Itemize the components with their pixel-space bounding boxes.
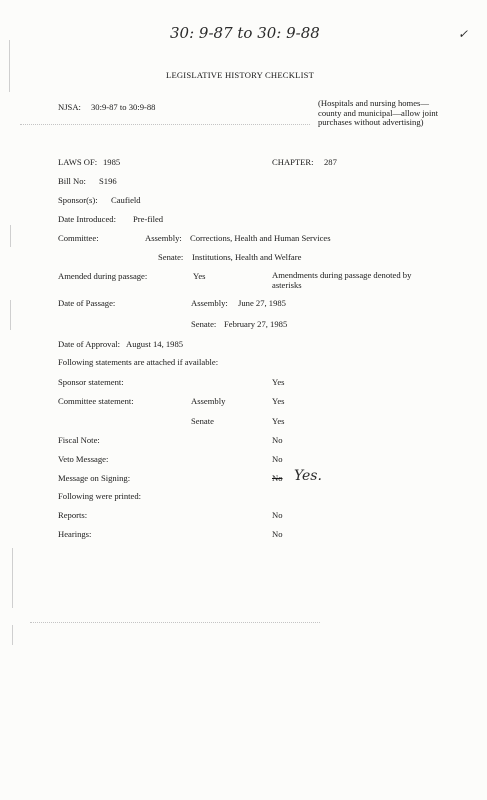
document-title: LEGISLATIVE HISTORY CHECKLIST <box>166 70 315 80</box>
scan-margin-mark <box>10 300 11 330</box>
committee-statement-assembly-label: Assembly <box>191 396 226 406</box>
committee-assembly-label: Assembly: <box>145 233 182 243</box>
committee-senate-label: Senate: <box>158 252 184 262</box>
committee-statement-senate-value: Yes <box>272 416 285 426</box>
scan-margin-mark <box>12 625 13 645</box>
passage-senate-label: Senate: <box>191 319 217 329</box>
reports-value: No <box>272 510 283 520</box>
hearings-value: No <box>272 529 283 539</box>
njsa-value: 30:9-87 to 30:9-88 <box>91 102 156 112</box>
passage-assembly-value: June 27, 1985 <box>238 298 286 308</box>
committee-statement-label: Committee statement: <box>58 396 134 406</box>
laws-of-value: 1985 <box>103 157 121 167</box>
committee-statement-senate-label: Senate <box>191 416 214 426</box>
printed-heading: Following were printed: <box>58 491 142 501</box>
passage-senate-value: February 27, 1985 <box>224 319 288 329</box>
sponsor-label: Sponsor(s): <box>58 195 98 205</box>
amended-value: Yes <box>193 271 206 281</box>
committee-senate-value: Institutions, Health and Welfare <box>192 252 302 262</box>
scan-margin-mark <box>10 225 11 247</box>
laws-of-label: LAWS OF: <box>58 157 98 167</box>
date-introduced-value: Pre-filed <box>133 214 164 224</box>
passage-label: Date of Passage: <box>58 298 116 308</box>
check-mark: ✓ <box>458 27 469 41</box>
bill-no-value: S196 <box>99 176 117 186</box>
signing-message-value-struck: No <box>272 473 283 483</box>
amended-label: Amended during passage: <box>58 271 148 281</box>
veto-message-label: Veto Message: <box>58 454 109 464</box>
bill-no-label: Bill No: <box>58 176 86 186</box>
fiscal-note-label: Fiscal Note: <box>58 435 100 445</box>
fiscal-note-value: No <box>272 435 283 445</box>
committee-label: Committee: <box>58 233 99 243</box>
scan-margin-mark <box>9 40 10 92</box>
passage-assembly-label: Assembly: <box>191 298 228 308</box>
njsa-subject-note: (Hospitals and nursing homes—county and municipal—allow joint purchases without advertising) <box>318 98 439 128</box>
sponsor-value: Caufield <box>111 195 141 205</box>
sponsor-statement-label: Sponsor statement: <box>58 377 124 387</box>
handwritten-statute-range: 30: 9-87 to 30: 9-88 <box>170 24 320 42</box>
chapter-value: 287 <box>324 157 337 167</box>
statements-heading: Following statements are attached if available: <box>58 357 219 367</box>
committee-statement-assembly-value: Yes <box>272 396 285 406</box>
scan-speckle-line <box>20 124 310 126</box>
sponsor-statement-value: Yes <box>272 377 285 387</box>
njsa-label: NJSA: <box>58 102 81 112</box>
approval-label: Date of Approval: <box>58 339 121 349</box>
approval-value: August 14, 1985 <box>126 339 184 349</box>
scan-speckle-line <box>30 622 320 624</box>
reports-label: Reports: <box>58 510 88 520</box>
hearings-label: Hearings: <box>58 529 92 539</box>
amended-note: Amendments during passage denoted by asterisks <box>272 270 412 290</box>
signing-message-label: Message on Signing: <box>58 473 131 483</box>
chapter-label: CHAPTER: <box>272 157 314 167</box>
veto-message-value: No <box>272 454 283 464</box>
scan-margin-mark <box>12 548 13 608</box>
handwritten-yes: Yes. <box>294 468 322 484</box>
date-introduced-label: Date Introduced: <box>58 214 116 224</box>
committee-assembly-value: Corrections, Health and Human Services <box>190 233 331 243</box>
